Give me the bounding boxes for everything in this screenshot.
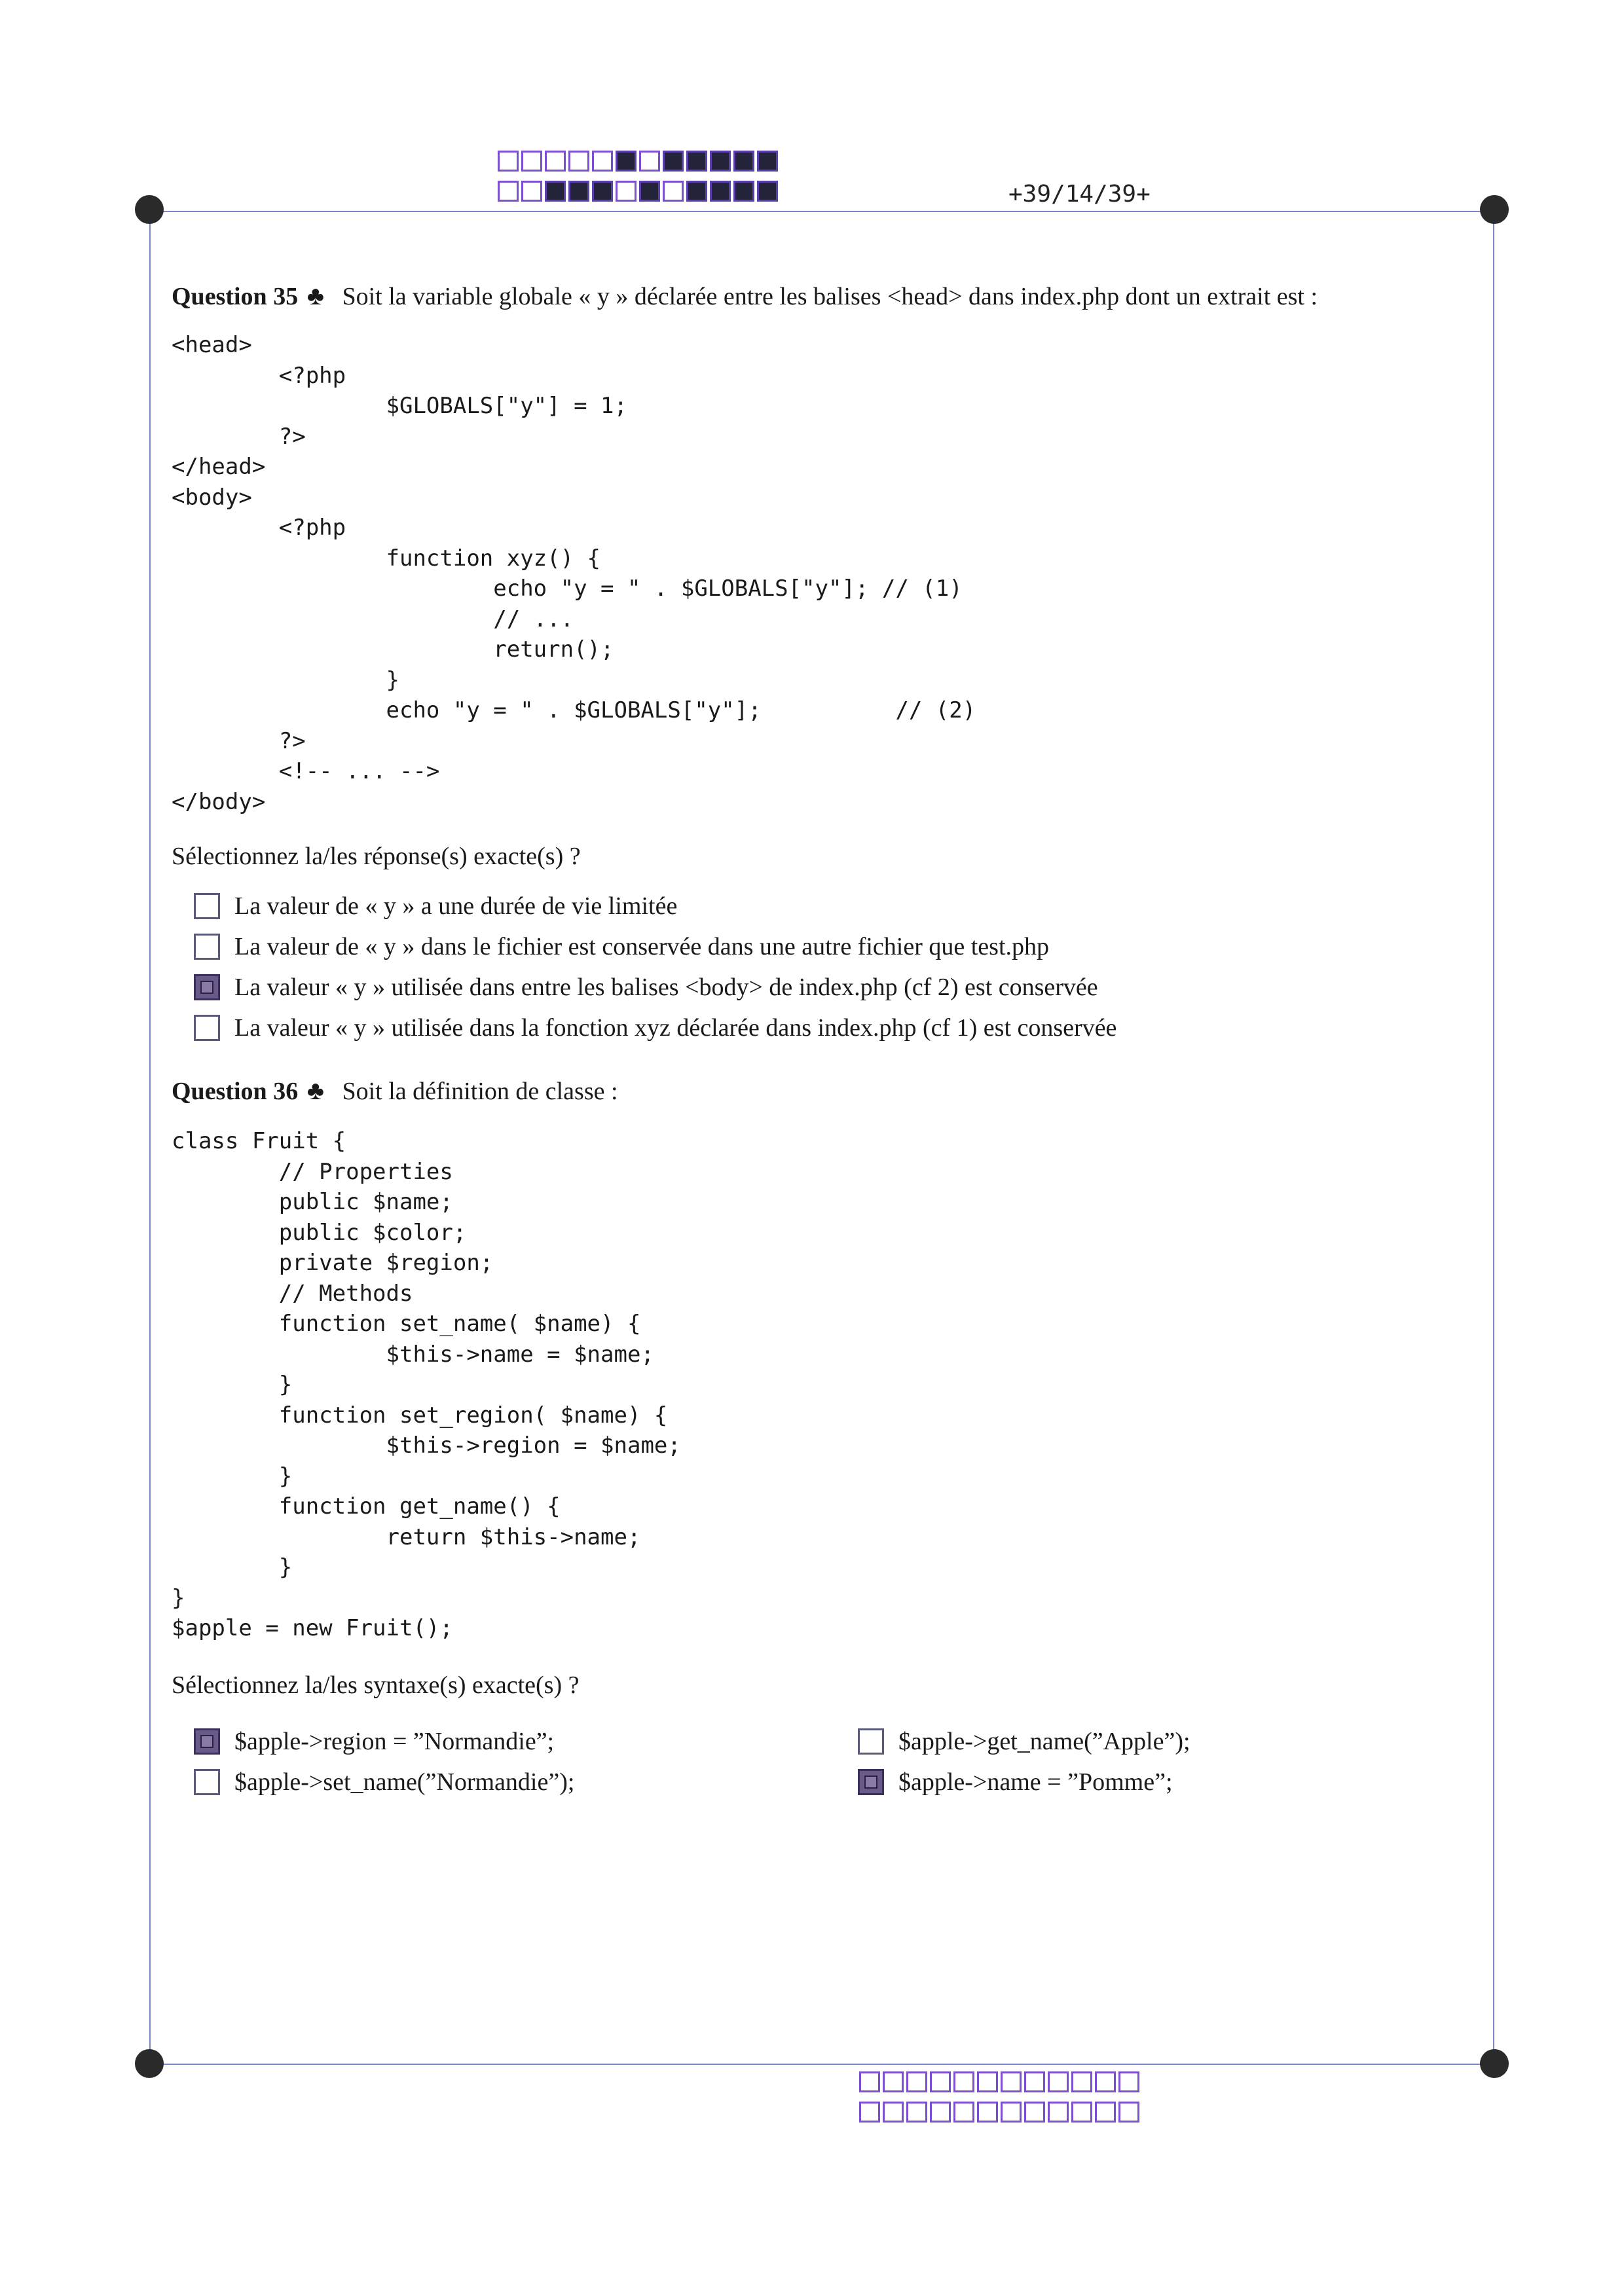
question-36-prompt: Sélectionnez la/les syntaxe(s) exacte(s) ?	[172, 1671, 580, 1699]
q36-option-2[interactable]	[194, 1768, 574, 1796]
code-cell	[568, 181, 589, 202]
question-text: Soit la définition de classe :	[342, 1078, 618, 1105]
checkbox-checked[interactable]	[194, 974, 220, 1000]
option-label: La valeur « y » utilisée dans la fonction xyz déclarée dans index.php (cf 1) est conservée	[234, 1014, 1117, 1042]
code-cell	[545, 151, 566, 172]
q35-option-3[interactable]	[194, 973, 1098, 1002]
option-label: La valeur de « y » dans le fichier est conservée dans une autre fichier que test.php	[234, 933, 1049, 960]
option-label: $apple->get_name(”Apple”);	[898, 1728, 1190, 1755]
code-cell	[545, 181, 566, 202]
question-35-code: <head> <?php $GLOBALS["y"] = 1; ?> </head> <body> <?php function xyz() { echo "y = " . $GLOBALS["y"]; // (1) // ... return(); } echo "y = " . $GLOBALS["y"]; // (2) ?> <!-- ... --> </body>	[172, 332, 976, 815]
id-cell[interactable]	[906, 2071, 927, 2092]
checkbox-checked[interactable]	[858, 1769, 884, 1795]
code-cell	[710, 151, 731, 172]
id-cell[interactable]	[1118, 2071, 1139, 2092]
checkbox[interactable]	[858, 1728, 884, 1755]
option-label: $apple->name = ”Pomme”;	[898, 1768, 1173, 1796]
code-cell	[521, 181, 542, 202]
q35-option-1[interactable]	[194, 892, 677, 920]
id-cell[interactable]	[977, 2102, 998, 2123]
checkbox-checked[interactable]	[194, 1728, 220, 1755]
code-cell	[757, 181, 778, 202]
id-cell[interactable]	[883, 2102, 904, 2123]
top-code-boxes-row-1	[498, 151, 778, 172]
code-cell	[568, 151, 589, 172]
question-text: Soit la variable globale « y » déclarée entre les balises <head> dans index.php dont un extrait est :	[342, 283, 1318, 310]
code-cell	[663, 151, 684, 172]
id-cell[interactable]	[1001, 2102, 1022, 2123]
corner-marker-bottom-left	[135, 2049, 164, 2078]
bottom-id-boxes-row-2	[859, 2102, 1139, 2123]
id-cell[interactable]	[930, 2071, 951, 2092]
option-label: La valeur « y » utilisée dans entre les balises <body> de index.php (cf 2) est conservée	[234, 974, 1098, 1001]
id-cell[interactable]	[1024, 2071, 1045, 2092]
id-cell[interactable]	[883, 2071, 904, 2092]
id-cell[interactable]	[977, 2071, 998, 2092]
id-cell[interactable]	[1095, 2102, 1116, 2123]
code-cell	[592, 181, 613, 202]
code-cell	[639, 151, 660, 172]
code-cell	[757, 151, 778, 172]
club-icon: ♣	[306, 281, 324, 310]
code-cell	[639, 181, 660, 202]
corner-marker-top-left	[135, 195, 164, 224]
q36-option-4[interactable]	[858, 1768, 1173, 1796]
code-cell	[616, 181, 637, 202]
code-cell	[733, 151, 754, 172]
bottom-id-boxes-row-1	[859, 2071, 1139, 2092]
id-cell[interactable]	[1118, 2102, 1139, 2123]
option-label: $apple->region = ”Normandie”;	[234, 1728, 555, 1755]
checkbox[interactable]	[194, 1015, 220, 1041]
question-number: Question 35	[172, 283, 299, 310]
id-cell[interactable]	[906, 2102, 927, 2123]
code-cell	[686, 151, 707, 172]
q36-option-1[interactable]	[194, 1727, 554, 1756]
corner-marker-bottom-right	[1480, 2049, 1509, 2078]
id-cell[interactable]	[1048, 2102, 1069, 2123]
code-cell	[592, 151, 613, 172]
id-cell[interactable]	[1048, 2071, 1069, 2092]
page-id: +39/14/39+	[1008, 181, 1151, 208]
question-36-header	[172, 1075, 618, 1106]
id-cell[interactable]	[1071, 2102, 1092, 2123]
question-36-code: class Fruit { // Properties public $name; public $color; private $region; // Methods function set_name( $name) { $this->name = $name; } function set_region( $name) { $this->region = $name; } function get_name() { return $this->name; } } $apple = new Fruit();	[172, 1128, 681, 1641]
code-cell	[686, 181, 707, 202]
code-cell	[616, 151, 637, 172]
checkbox[interactable]	[194, 893, 220, 919]
id-cell[interactable]	[1071, 2071, 1092, 2092]
club-icon: ♣	[306, 1076, 324, 1105]
q35-option-2[interactable]	[194, 932, 1049, 961]
checkbox[interactable]	[194, 1769, 220, 1795]
id-cell[interactable]	[953, 2071, 974, 2092]
id-cell[interactable]	[859, 2102, 880, 2123]
top-code-boxes-row-2	[498, 181, 778, 202]
question-35-prompt: Sélectionnez la/les réponse(s) exacte(s) ?	[172, 843, 581, 870]
code-cell	[498, 181, 519, 202]
option-label: La valeur de « y » a une durée de vie limitée	[234, 892, 678, 920]
option-label: $apple->set_name(”Normandie”);	[234, 1768, 575, 1796]
id-cell[interactable]	[859, 2071, 880, 2092]
id-cell[interactable]	[1095, 2071, 1116, 2092]
id-cell[interactable]	[953, 2102, 974, 2123]
question-number: Question 36	[172, 1078, 299, 1105]
code-cell	[521, 151, 542, 172]
id-cell[interactable]	[1001, 2071, 1022, 2092]
code-cell	[710, 181, 731, 202]
code-cell	[498, 151, 519, 172]
question-35-header	[172, 280, 1318, 311]
q35-option-4[interactable]	[194, 1013, 1116, 1042]
id-cell[interactable]	[930, 2102, 951, 2123]
code-cell	[663, 181, 684, 202]
code-cell	[733, 181, 754, 202]
corner-marker-top-right	[1480, 195, 1509, 224]
checkbox[interactable]	[194, 934, 220, 960]
q36-option-3[interactable]	[858, 1727, 1190, 1756]
id-cell[interactable]	[1024, 2102, 1045, 2123]
